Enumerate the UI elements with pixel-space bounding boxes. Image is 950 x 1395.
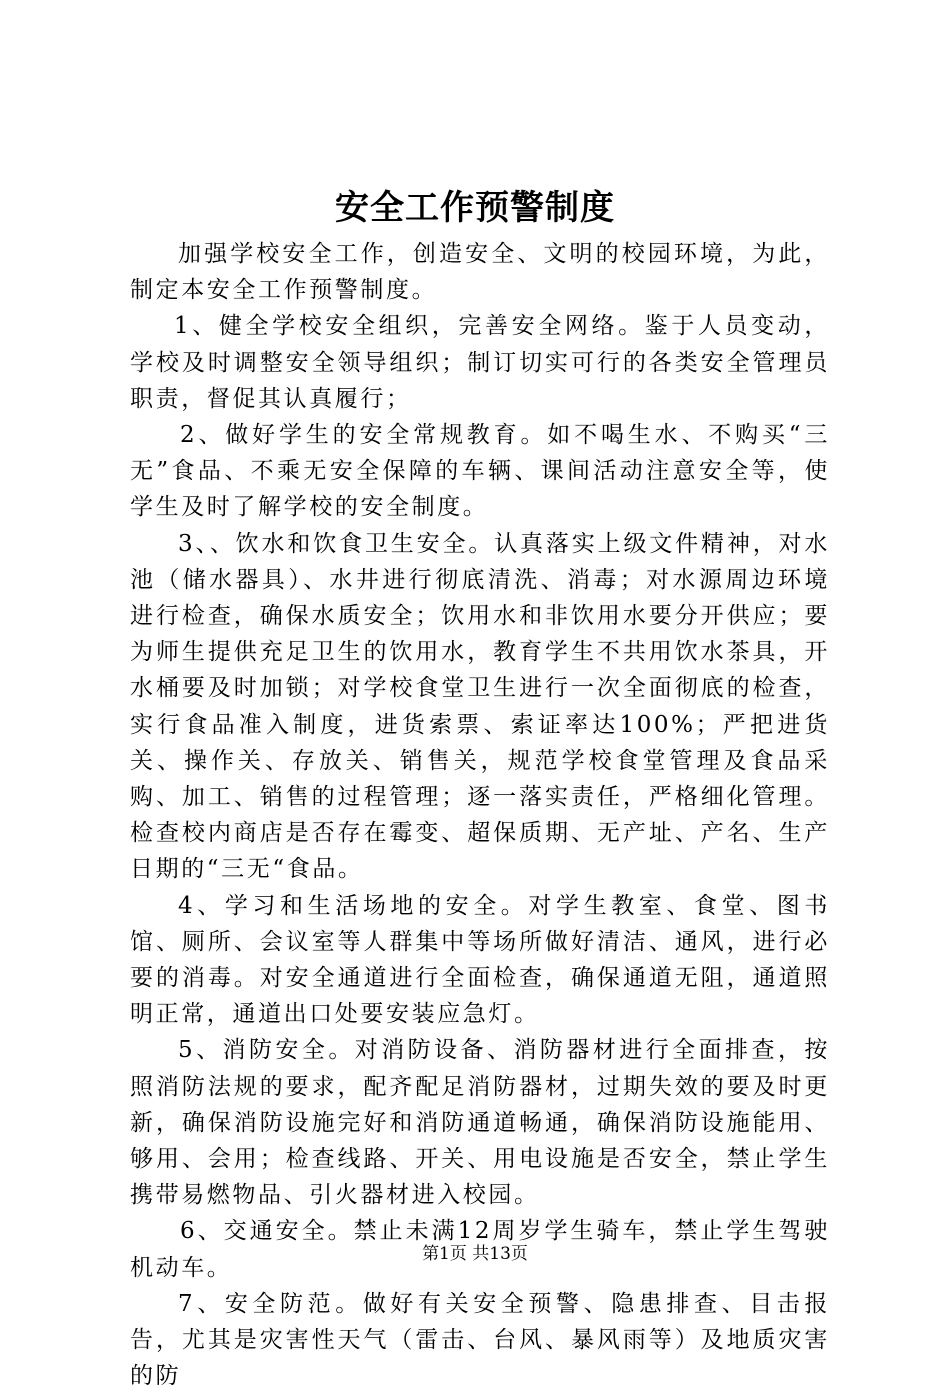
- document-title: 安全工作预警制度: [335, 188, 615, 228]
- paragraph-3: 3、、饮水和饮食卫生安全。认真落实上级文件精神，对水池（储水器具）、水井进行彻底清洗、消毒；对水源周边环境进行检查，确保水质安全；饮用水和非饮用水要分开供应；要为师生提供充足卫生的饮用水，教育学生不共用饮水茶具，开水桶要及时加锁；对学校食堂卫生进行一次全面彻底的检查，实行食品准入制度，进货索票、索证率达100%；严把进货关、操作关、存放关、销售关，规范学校食堂管理及食品采购、加工、销售的过程管理；逐一落实责任，严格细化管理。检查校内商店是否存在霉变、超保质期、无产址、产名、生产日期的“三无“食品。: [130, 530, 830, 883]
- paragraph-intro: 加强学校安全工作，创造安全、文明的校园环境，为此，制定本安全工作预警制度。: [130, 241, 830, 304]
- document-body: [130, 236, 830, 1395]
- paragraph-6: 6、交通安全。禁止未满12周岁学生骑车，禁止学生驾驶机动车。: [130, 1218, 830, 1281]
- paragraph-5: 5、消防安全。对消防设备、消防器材进行全面排查，按照消防法规的要求，配齐配足消防器材，过期失效的要及时更新，确保消防设施完好和消防通道畅通，确保消防设施能用、够用、会用；检查线路、开关、用电设施是否安全，禁止学生携带易燃物品、引火器材进入校园。: [130, 1037, 830, 1209]
- paragraph-1: 1、健全学校安全组织，完善安全网络。鉴于人员变动，学校及时调整安全领导组织；制订切实可行的各类安全管理员职责，督促其认真履行；: [130, 313, 830, 412]
- paragraph-7: 7、安全防范。做好有关安全预警、隐患排查、目击报告，尤其是灾害性天气（雷击、台风、暴风雨等）及地质灾害的防: [130, 1290, 830, 1390]
- paragraph-2: 2、做好学生的安全常规教育。如不喝生水、不购买“三无”食品、不乘无安全保障的车辆、课间活动注意安全等，使学生及时了解学校的安全制度。: [130, 422, 830, 521]
- page-footer: 第1页 共13页: [422, 1244, 528, 1264]
- paragraph-4: 4、学习和生活场地的安全。对学生教室、食堂、图书馆、厕所、会议室等人群集中等场所做好清洁、通风，进行必要的消毒。对安全通道进行全面检查，确保通道无阻，通道照明正常，通道出口处要安装应急灯。: [130, 892, 830, 1028]
